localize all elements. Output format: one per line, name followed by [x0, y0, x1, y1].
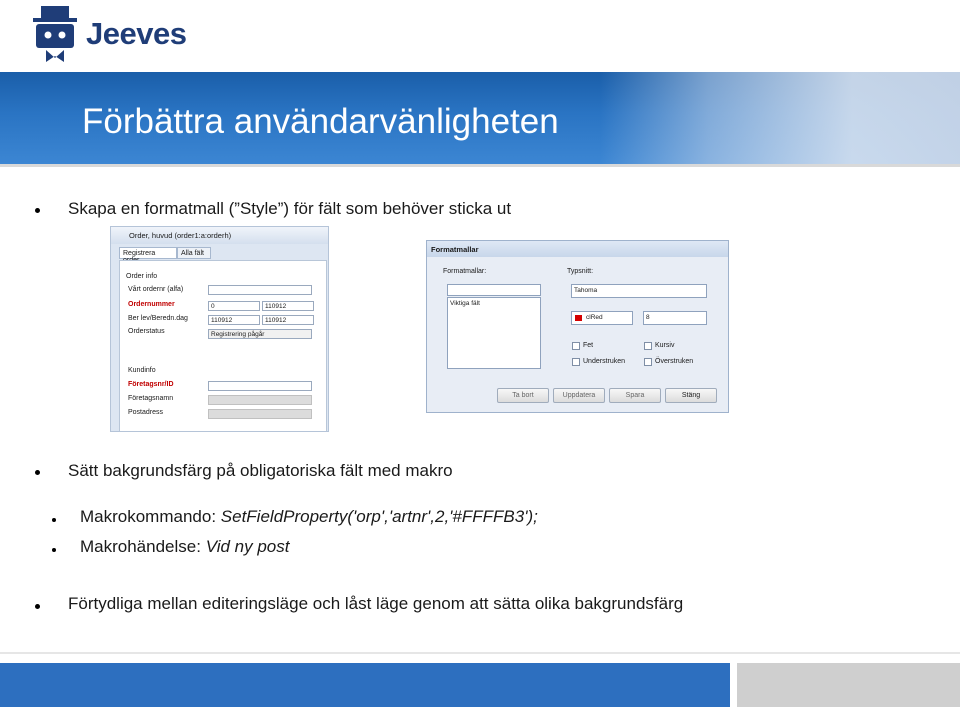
formatmallar-window-screenshot [426, 240, 729, 413]
bullet-create-style: Skapa en formatmall (”Style”) för fält som behöver sticka ut [68, 199, 512, 218]
section-order-info: Order info [126, 273, 158, 280]
label-postadress: Postadress [128, 409, 164, 416]
label-typsnitt: Typsnitt: [567, 268, 594, 275]
color-select[interactable]: clRed [571, 311, 633, 325]
field-ordernummer-2[interactable]: 110912 [262, 301, 314, 311]
section-kundinfo: Kundinfo [128, 367, 156, 374]
checkbox-fet[interactable] [572, 342, 580, 350]
checkbox-kursiv[interactable] [644, 342, 652, 350]
sub-bullet-dot [52, 518, 56, 522]
size-select[interactable]: 8 [643, 311, 707, 325]
order-window-title: Order, huvud (order1:a:orderh) [129, 231, 232, 240]
stang-button[interactable]: Stäng [665, 388, 717, 403]
field-foretagsnamn[interactable] [208, 395, 312, 405]
field-ber-lev[interactable]: 110912 [208, 315, 260, 325]
field-beredn-dag[interactable]: 110912 [262, 315, 314, 325]
label-fet: Fet [583, 342, 594, 349]
footer-bar-blue [0, 663, 730, 707]
label-foretagsnr: Företagsnr/ID [128, 381, 174, 388]
page-title: Förbättra användarvänligheten [82, 102, 559, 141]
tab-alla-falt[interactable]: Alla fält [177, 247, 211, 259]
label-kursiv: Kursiv [655, 342, 675, 349]
sub-bullet-macro-event [80, 537, 289, 557]
formatmall-name-input[interactable] [447, 284, 541, 296]
bullet-edit-vs-locked: Förtydliga mellan editeringsläge och låst läge genom att sätta olika bakgrundsfärg [68, 594, 684, 613]
bullet-dot [35, 470, 40, 475]
label-ber-lev: Ber lev/Beredn.dag [128, 315, 188, 322]
label-orderstatus: Orderstatus [128, 328, 165, 335]
order-window-screenshot [110, 226, 329, 432]
field-foretagsnr[interactable] [208, 381, 312, 391]
format-window-titlebar [427, 241, 729, 257]
sub-bullet-macro-command [80, 507, 538, 527]
butler-face-icon [28, 6, 82, 64]
list-item[interactable]: Viktiga fält [450, 300, 480, 307]
label-overstruken: Överstruken [655, 358, 694, 365]
brand-logo-text: Jeeves [86, 16, 187, 51]
footer-divider [0, 652, 960, 654]
bullet-background-color: Sätt bakgrundsfärg på obligatoriska fält med makro [68, 461, 453, 480]
field-postadress[interactable] [208, 409, 312, 419]
footer-bar-grey [737, 663, 960, 707]
macro-event-value: Vid ny post [205, 537, 290, 556]
tab-registrera-order[interactable]: Registrera [119, 247, 177, 259]
label-foretagsnamn: Företagsnamn [128, 395, 174, 402]
field-vart-ordernr[interactable] [208, 285, 312, 295]
sub-bullet-dot [52, 548, 56, 552]
order-form-panel [119, 260, 327, 432]
color-swatch [575, 315, 582, 321]
bullet-dot [35, 604, 40, 609]
title-banner [0, 72, 960, 164]
formatmall-list[interactable] [447, 297, 541, 369]
order-window-titlebar [111, 227, 329, 244]
font-select[interactable]: Tahoma [571, 284, 707, 298]
bullet-dot [35, 208, 40, 213]
label-formatmallar: Formatmallar: [443, 268, 487, 275]
macro-command-code: SetFieldProperty('orp','artnr',2,'#FFFFB3'); [220, 507, 538, 526]
checkbox-overstruken[interactable] [644, 358, 652, 366]
macro-event-prefix: Makrohändelse: [80, 537, 206, 556]
macro-command-prefix: Makrokommando: [80, 507, 221, 526]
uppdatera-button[interactable]: Uppdatera [553, 388, 605, 403]
spara-button[interactable]: Spara [609, 388, 661, 403]
format-window-title: Formatmallar [431, 245, 479, 254]
banner-photo [600, 72, 960, 164]
label-vart-ordernr: Vårt ordernr (alfa) [128, 286, 184, 293]
banner-divider [0, 164, 960, 167]
label-ordernummer: Ordernummer [128, 301, 175, 308]
select-orderstatus[interactable]: Registrering pågår [208, 329, 312, 339]
checkbox-understruken[interactable] [572, 358, 580, 366]
ta-bort-button[interactable]: Ta bort [497, 388, 549, 403]
label-understruken: Understruken [583, 358, 626, 365]
field-ordernummer[interactable]: 0 [208, 301, 260, 311]
